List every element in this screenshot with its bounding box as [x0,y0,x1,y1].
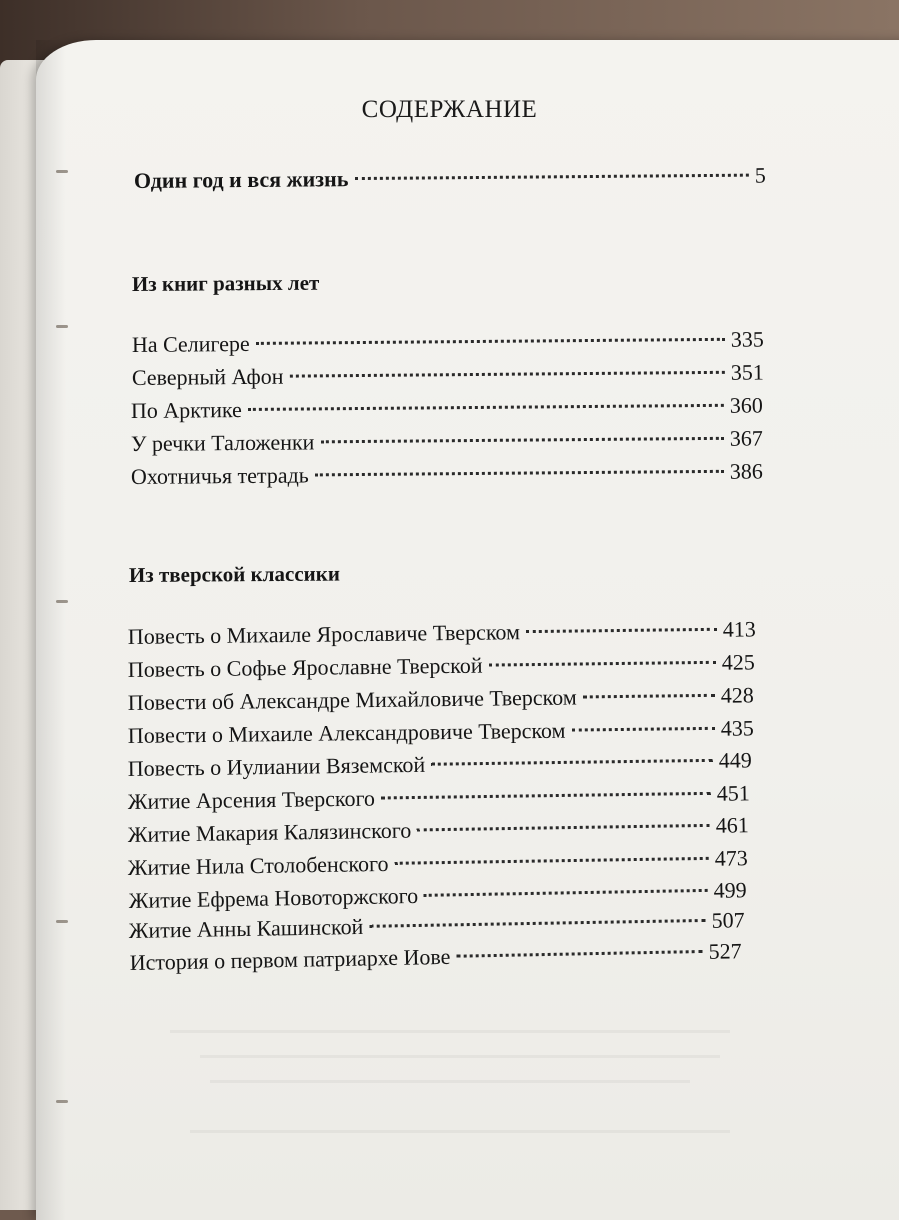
toc-entry [131,425,763,457]
toc-entry-page: 413 [722,616,756,642]
dot-leader [417,824,710,832]
toc-entry-label: Житие Нила Столобенского [127,850,389,881]
dot-leader [248,404,724,411]
dot-leader [369,919,705,928]
dot-leader [381,792,711,800]
toc-entry-label: Один год и вся жизнь [133,166,349,194]
dot-leader [256,338,725,345]
toc-entry-page: 425 [721,649,755,675]
toc-entry-intro [134,162,766,194]
toc-entry-label: Житие Анны Кашинской [128,913,364,944]
show-through-text [200,1055,720,1058]
toc-entry-label: Повести о Михаиле Александровиче Тверском [127,717,566,749]
dot-leader [571,727,714,732]
binding-stitch [56,600,68,603]
toc-entry-label: Житие Арсения Тверского [127,785,376,815]
toc-entry-page: 335 [730,326,764,352]
dot-leader [320,437,723,444]
toc-entry-page: 367 [729,425,763,451]
toc-entry-page: 449 [718,747,752,773]
dot-leader [489,661,716,667]
toc-entry-page: 386 [729,458,763,484]
toc-entry-page: 5 [754,162,766,188]
toc-entry-page: 451 [716,780,750,806]
toc-entry-page: 473 [714,845,748,871]
toc-entry-label: У речки Таложенки [130,429,315,457]
toc-entry-label: Повесть о Иулиании Вяземской [127,751,426,782]
toc-entry-label: Повесть о Софье Ярославне Тверской [127,652,483,683]
toc-entry [132,326,764,358]
toc-entry-label: Житие Макария Калязинского [127,817,412,848]
toc-entry-label: Северный Афон [131,363,284,391]
dot-leader [424,889,708,897]
page-title: СОДЕРЖАНИЕ [361,96,538,123]
dot-leader [354,174,748,180]
toc-entry-page: 507 [711,907,745,933]
dot-leader [315,470,724,477]
dot-leader [394,857,708,865]
binding-stitch [56,1100,68,1103]
toc-entry-label: История о первом патриархе Иове [129,943,451,976]
toc-entry-label: Житие Ефрема Новоторжского [128,882,419,914]
toc-entry [131,458,763,490]
binding-stitch [56,325,68,328]
toc-entry-label: По Арктике [130,397,242,424]
section-heading: Из тверской классики [128,561,340,587]
toc-entry [132,359,764,391]
dot-leader [431,759,713,766]
dot-leader [456,950,702,958]
show-through-text [170,1030,730,1033]
show-through-text [210,1080,690,1083]
toc-entry-page: 435 [720,715,754,741]
toc-entry-page: 428 [720,682,754,708]
show-through-text [190,1130,730,1133]
toc-entry-page: 527 [708,938,742,964]
toc-entry-label: Охотничья тетрадь [130,462,309,490]
toc-entry-page: 499 [713,877,747,903]
dot-leader [583,694,715,699]
toc-entry-label: На Селигере [131,330,250,358]
toc-entry-page: 360 [729,392,763,418]
section-heading: Из книг разных лет [131,270,320,297]
dot-leader [290,371,725,378]
binding-stitch [56,170,68,173]
binding-stitch [56,920,68,923]
dot-leader [526,628,717,633]
toc-entry-page: 351 [730,359,764,385]
toc-entry-label: Повести об Александре Михайловиче Тверском [127,684,577,716]
toc-entry [131,392,763,424]
toc-entry-page: 461 [715,812,749,838]
toc-entry-label: Повесть о Михаиле Ярославиче Тверском [127,619,521,650]
